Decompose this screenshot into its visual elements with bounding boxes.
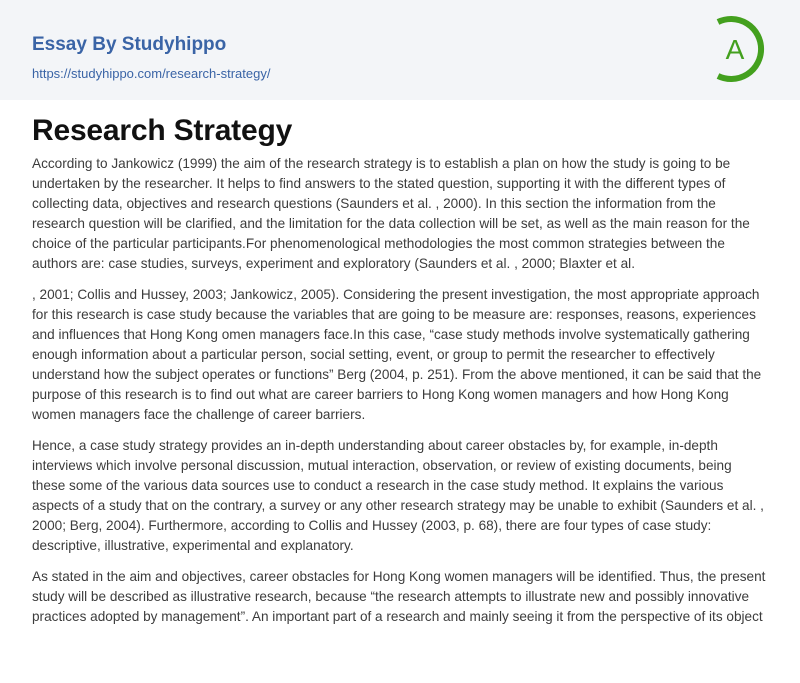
article xyxy=(0,114,800,627)
article-title: Research Strategy xyxy=(32,114,293,147)
studyhippo-logo-icon xyxy=(700,14,770,84)
site-header xyxy=(0,0,800,100)
paragraph: , 2001; Collis and Hussey, 2003; Jankowicz, 2005). Considering the present investigation, the most appropriate approach for this research is case study because the variables that are going to be measure are: responses, reasons, experiences and influences that Hong Kong omen managers face.In this case, “case study methods involve systematically gathering enough information about a particular person, social setting, event, or group to permit the researcher to effectively understand how the subject operates or functions” Berg (2004, p. 251). From the above mentioned, it can be said that the purpose of this research is to find out what are career barriers to Hong Kong women managers and how Hong Kong women managers face the challenge of career barriers. xyxy=(32,287,762,422)
paragraph: According to Jankowicz (1999) the aim of the research strategy is to establish a plan on how the study is going to be undertaken by the researcher. It helps to find answers to the stated question, supporting it with the different types of collecting data, objectives and research questions (Saunders et al. , 2000). In this section the information from the research question will be clarified, and the limitation for the data collection will be set, as well as the main reason for the choice of the particular participants.For phenomenological methodologies the most common strategies between the authors are: case studies, surveys, experiment and exploratory (Saunders et al. , 2000; Blaxter et al. xyxy=(32,156,750,271)
paragraph: Hence, a case study strategy provides an in-depth understanding about career obstacles by, for example, in-depth interviews which involve personal discussion, mutual interaction, observation, or review of existing documents, being these some of the various data sources use to conduct a research in the case study method. It explains the various aspects of a study that on the contrary, a survey or any other research strategy may be unable to exhibit (Saunders et al. , 2000; Berg, 2004). Furthermore, according to Collis and Hussey (2003, p. 68), there are four types of case study: descriptive, illustrative, experimental and explanatory. xyxy=(32,438,764,553)
paragraph: As stated in the aim and objectives, career obstacles for Hong Kong women managers will be identified. Thus, the present study will be described as illustrative research, because “the research attempts to illustrate new and possibly innovative practices adopted by management”. An important part of a research and mainly seeing it from the perspective of its object xyxy=(32,569,766,624)
logo-letter: A xyxy=(725,34,745,65)
brand-title: Essay By Studyhippo xyxy=(32,34,227,55)
page-url-link[interactable]: https://studyhippo.com/research-strategy/ xyxy=(32,66,271,81)
